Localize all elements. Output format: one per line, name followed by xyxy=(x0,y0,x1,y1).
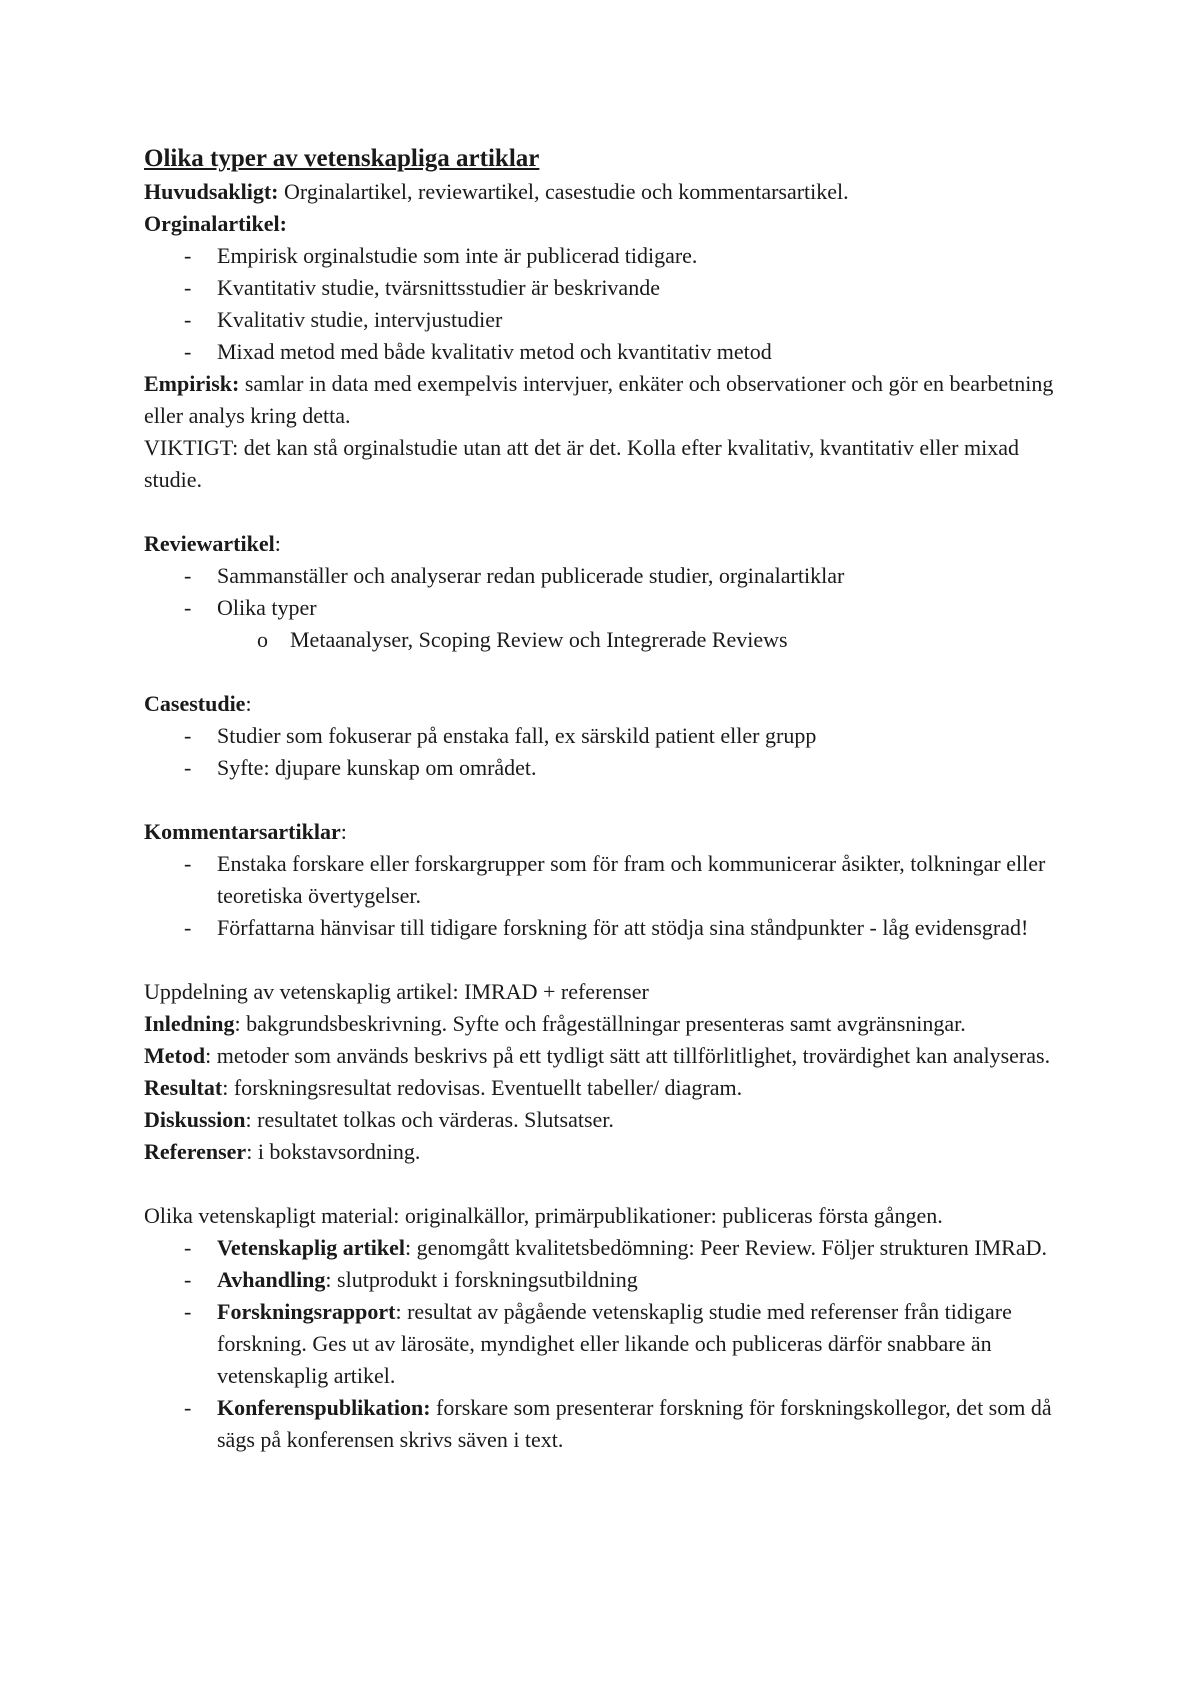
material-label: Avhandling xyxy=(217,1267,326,1292)
dash-marker: - xyxy=(184,1299,192,1324)
spacer xyxy=(144,784,1074,816)
list-item xyxy=(184,304,1074,336)
imrad-row-diskussion xyxy=(144,1104,1074,1136)
casestudie-label: Casestudie xyxy=(144,691,246,716)
spacer xyxy=(144,496,1074,528)
circle-marker: o xyxy=(257,627,268,652)
heading-colon: : xyxy=(340,819,347,844)
material-text: : genomgått kvalitetsbedömning: Peer Review. Följer strukturen IMRaD. xyxy=(405,1235,1047,1260)
imrad-label: Resultat xyxy=(144,1075,223,1100)
material-label: Forskningsrapport xyxy=(217,1299,396,1324)
huvudsakligt-label: Huvudsakligt: xyxy=(144,179,279,204)
orginalartikel-list xyxy=(144,240,1074,368)
review-sub-list xyxy=(217,624,1074,656)
imrad-intro: Uppdelning av vetenskaplig artikel: IMRAD + referenser xyxy=(144,979,649,1004)
huvudsakligt-line xyxy=(144,176,1074,208)
empirisk-text: samlar in data med exempelvis intervjuer, enkäter och observationer och gör en bearbetning eller analys kring detta. xyxy=(144,371,1054,428)
casestudie-heading xyxy=(144,688,1074,720)
material-intro: Olika vetenskapligt material: originalkällor, primärpublikationer: publiceras första gången. xyxy=(144,1203,943,1228)
orginalartikel-label: Orginalartikel: xyxy=(144,211,287,236)
kommentarsartiklar-label: Kommentarsartiklar xyxy=(144,819,341,844)
spacer xyxy=(144,944,1074,976)
imrad-row-inledning xyxy=(144,1008,1074,1040)
dash-marker: - xyxy=(184,339,192,364)
imrad-text: : forskningsresultat redovisas. Eventuellt tabeller/ diagram. xyxy=(222,1075,743,1100)
document-page xyxy=(144,142,1074,1456)
imrad-text: : resultatet tolkas och värderas. Slutsatser. xyxy=(245,1107,614,1132)
reviewartikel-heading xyxy=(144,528,1074,560)
orginalartikel-heading xyxy=(144,208,1074,240)
material-text: : slutprodukt i forskningsutbildning xyxy=(325,1267,638,1292)
huvudsakligt-text: Orginalartikel, reviewartikel, casestudie och kommentarsartikel. xyxy=(278,179,849,204)
heading-colon: : xyxy=(274,531,281,556)
list-item xyxy=(184,752,1074,784)
dash-marker: - xyxy=(184,755,192,780)
imrad-label: Diskussion xyxy=(144,1107,246,1132)
dash-marker: - xyxy=(184,595,192,620)
imrad-label: Referenser xyxy=(144,1139,247,1164)
kommentarsartiklar-heading xyxy=(144,816,1074,848)
dash-marker: - xyxy=(184,243,192,268)
list-item xyxy=(184,560,1074,592)
list-item xyxy=(184,336,1074,368)
material-list xyxy=(144,1232,1074,1456)
list-item-text: Författarna hänvisar till tidigare forskning för att stödja sina ståndpunkter - låg evidensgrad! xyxy=(217,915,1029,940)
imrad-text: : i bokstavsordning. xyxy=(246,1139,421,1164)
list-item-text: Sammanställer och analyserar redan publicerade studier, orginalartiklar xyxy=(217,563,845,588)
list-item xyxy=(184,240,1074,272)
imrad-row-resultat xyxy=(144,1072,1074,1104)
list-item-text: Mixad metod med både kvalitativ metod och kvantitativ metod xyxy=(217,339,772,364)
sub-list-item xyxy=(257,624,1074,656)
dash-marker: - xyxy=(184,1395,192,1420)
imrad-row-referenser xyxy=(144,1136,1074,1168)
material-text: : resultat av pågående vetenskaplig studie med referenser från tidigare forskning. Ges ut av lärosäte, myndighet eller likande och publiceras därför snabbare än vetenskaplig artikel. xyxy=(217,1299,1012,1388)
list-item xyxy=(184,720,1074,752)
reviewartikel-label: Reviewartikel xyxy=(144,531,275,556)
empirisk-label: Empirisk: xyxy=(144,371,240,396)
dash-marker: - xyxy=(184,307,192,332)
list-item xyxy=(184,592,1074,656)
list-item xyxy=(184,848,1074,912)
list-item-text: Kvalitativ studie, intervjustudier xyxy=(217,307,503,332)
heading-colon: : xyxy=(245,691,252,716)
dash-marker: - xyxy=(184,851,192,876)
viktigt-paragraph: VIKTIGT: det kan stå orginalstudie utan att det är det. Kolla efter kvalitativ, kvantitativ eller mixad studie. xyxy=(144,435,1019,492)
imrad-label: Metod xyxy=(144,1043,206,1068)
imrad-text: : metoder som används beskrivs på ett tydligt sätt att tillförlitlighet, trovärdighet kan analyseras. xyxy=(205,1043,1051,1068)
dash-marker: - xyxy=(184,1235,192,1260)
sub-list-item-text: Metaanalyser, Scoping Review och Integrerade Reviews xyxy=(290,627,788,652)
list-item xyxy=(184,1296,1074,1392)
dash-marker: - xyxy=(184,723,192,748)
imrad-label: Inledning xyxy=(144,1011,235,1036)
list-item xyxy=(184,1264,1074,1296)
list-item xyxy=(184,1232,1074,1264)
list-item-text: Enstaka forskare eller forskargrupper som för fram och kommunicerar åsikter, tolkningar eller teoretiska övertygelser. xyxy=(217,851,1046,908)
list-item-text: Empirisk orginalstudie som inte är publicerad tidigare. xyxy=(217,243,698,268)
reviewartikel-list xyxy=(144,560,1074,656)
dash-marker: - xyxy=(184,1267,192,1292)
list-item xyxy=(184,1392,1074,1456)
spacer xyxy=(144,656,1074,688)
dash-marker: - xyxy=(184,275,192,300)
list-item-text: Syfte: djupare kunskap om området. xyxy=(217,755,537,780)
imrad-text: : bakgrundsbeskrivning. Syfte och frågeställningar presenteras samt avgränsningar. xyxy=(234,1011,966,1036)
list-item xyxy=(184,272,1074,304)
material-text: forskare som presenterar forskning för forskningskollegor, det som då sägs på konferensen skrivs säven i text. xyxy=(217,1395,1052,1452)
list-item-text: Studier som fokuserar på enstaka fall, ex särskild patient eller grupp xyxy=(217,723,817,748)
spacer xyxy=(144,1168,1074,1200)
page-title: Olika typer av vetenskapliga artiklar xyxy=(144,145,540,172)
empirisk-paragraph xyxy=(144,368,1074,432)
kommentarsartiklar-list xyxy=(144,848,1074,944)
dash-marker: - xyxy=(184,915,192,940)
list-item-text: Kvantitativ studie, tvärsnittsstudier är beskrivande xyxy=(217,275,660,300)
imrad-row-metod xyxy=(144,1040,1074,1072)
dash-marker: - xyxy=(184,563,192,588)
list-item-text: Olika typer xyxy=(217,595,317,620)
casestudie-list xyxy=(144,720,1074,784)
material-label: Vetenskaplig artikel xyxy=(217,1235,406,1260)
material-label: Konferenspublikation: xyxy=(217,1395,431,1420)
list-item xyxy=(184,912,1074,944)
